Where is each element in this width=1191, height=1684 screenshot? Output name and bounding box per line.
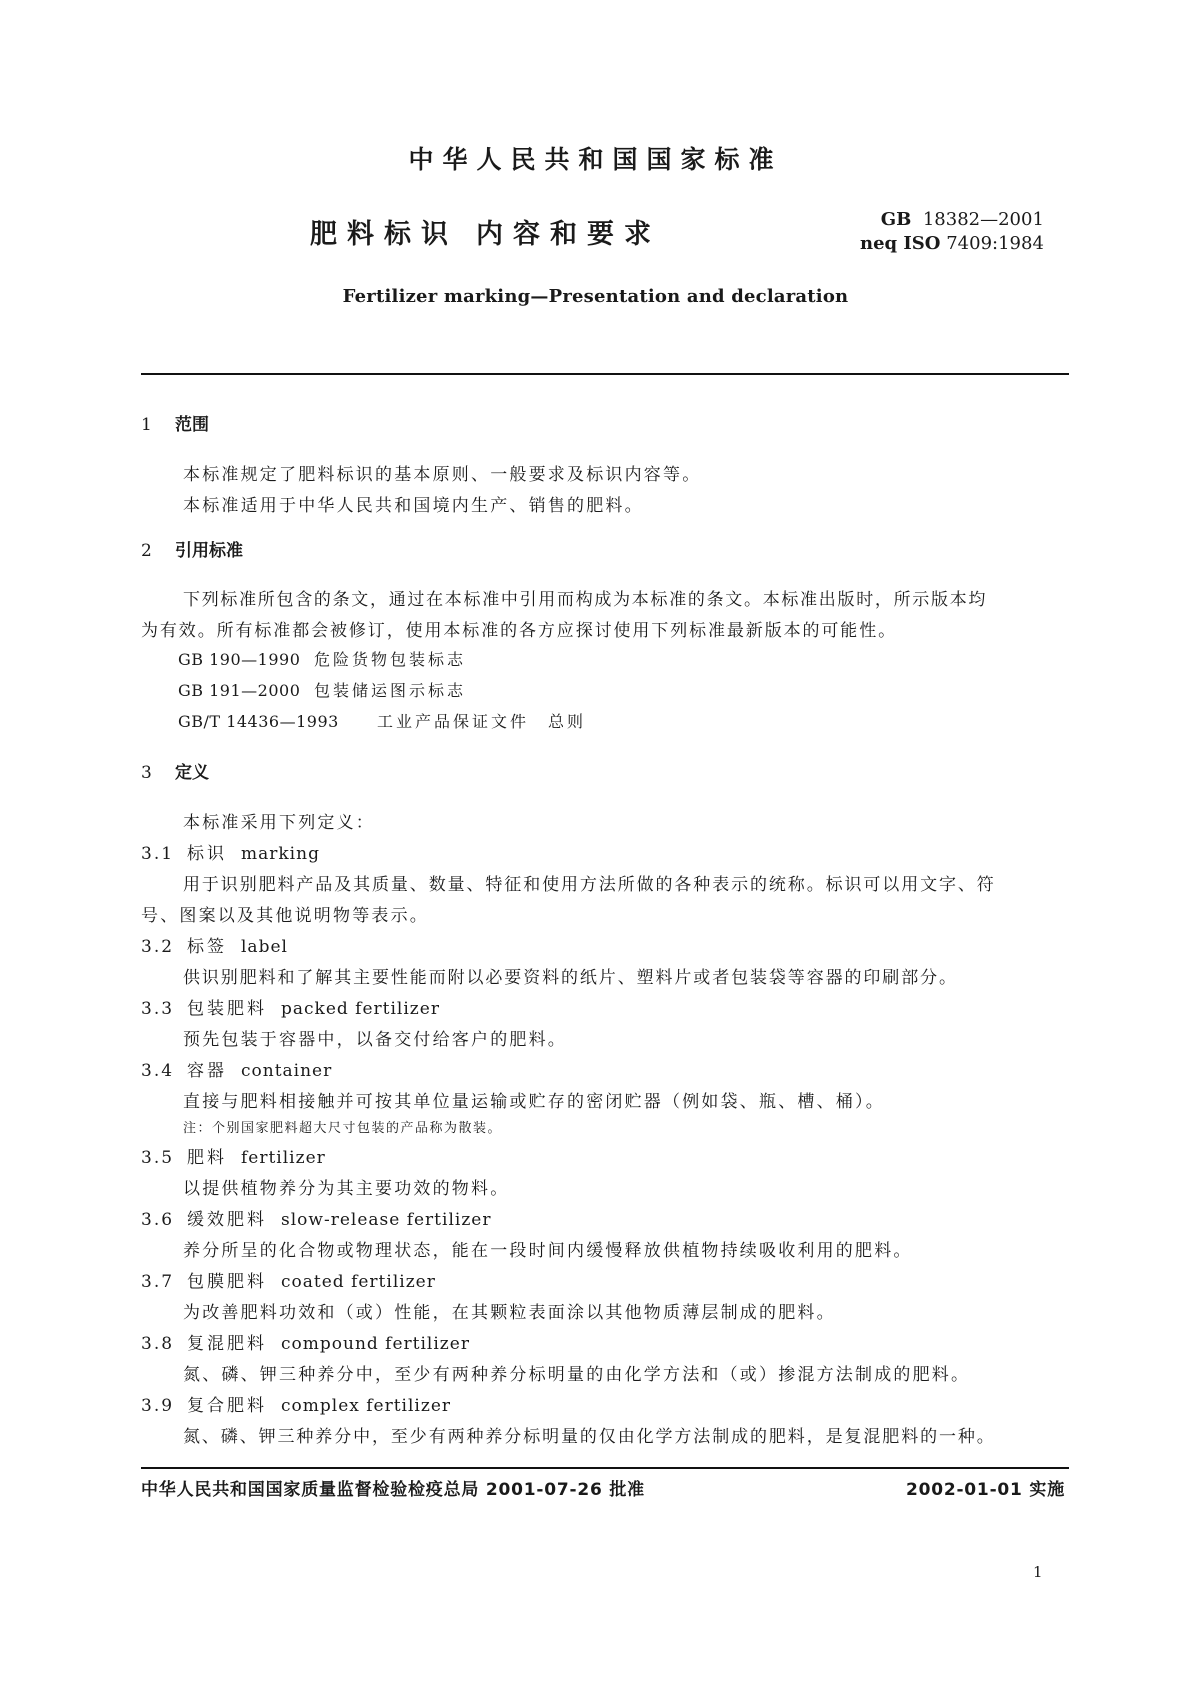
header-divider: [141, 373, 1069, 375]
reference-title: 危险货物包装标志: [314, 650, 467, 669]
term-heading: [141, 994, 440, 1019]
term-number: 3.1: [141, 844, 175, 864]
standard-title-part2: 内容和要求: [476, 219, 661, 250]
term-chinese: 复混肥料: [187, 1334, 267, 1354]
term-number: 3.7: [141, 1272, 175, 1292]
section-number: 2: [141, 541, 152, 561]
reference-item: [178, 709, 586, 732]
reference-item: [178, 678, 466, 701]
term-definition: 预先包装于容器中，以备交付给客户的肥料。: [183, 1030, 567, 1050]
term-definition: 氮、磷、钾三种养分中，至少有两种养分标明量的仅由化学方法制成的肥料，是复混肥料的一种。: [183, 1427, 996, 1447]
section-number: 3: [141, 763, 152, 783]
term-english: label: [241, 937, 288, 957]
term-definition: 直接与肥料相接触并可按其单位量运输或贮存的密闭贮器（例如袋、瓶、槽、桶）。: [183, 1092, 885, 1112]
standard-title: [310, 212, 661, 251]
term-english: compound fertilizer: [281, 1334, 470, 1354]
reference-title: 包装储运图示标志: [314, 681, 467, 700]
term-chinese: 标识: [187, 844, 227, 864]
reference-code: GB 191—2000: [178, 681, 301, 700]
section-1-heading: [141, 410, 209, 435]
gb-label: GB: [880, 209, 912, 230]
term-heading: [141, 1329, 470, 1354]
term-heading: [141, 1056, 332, 1081]
footer-divider: [141, 1467, 1069, 1469]
term-english: coated fertilizer: [281, 1272, 436, 1292]
term-english: container: [241, 1061, 333, 1081]
term-chinese: 包膜肥料: [187, 1272, 267, 1292]
term-heading: [141, 1267, 436, 1292]
standard-code-block: [860, 208, 1044, 256]
section-2-paragraph-line-2: 为有效。所有标准都会被修订，使用本标准的各方应探讨使用下列标准最新版本的可能性。: [141, 621, 897, 641]
term-number: 3.8: [141, 1334, 175, 1354]
section-title: 定义: [175, 763, 209, 783]
section-2-heading: [141, 536, 243, 561]
term-definition: 为改善肥料功效和（或）性能，在其颗粒表面涂以其他物质薄层制成的肥料。: [183, 1303, 836, 1323]
term-chinese: 缓效肥料: [187, 1210, 267, 1230]
implementation-date: 2002-01-01 实施: [905, 1480, 1065, 1500]
term-number: 3.2: [141, 937, 175, 957]
term-definition: 供识别肥料和了解其主要性能而附以必要资料的纸片、塑料片或者包装袋等容器的印刷部分。: [183, 968, 958, 988]
section-1-paragraph-1: 本标准规定了肥料标识的基本原则、一般要求及标识内容等。: [183, 465, 702, 485]
term-definition-line-2: 号、图案以及其他说明物等表示。: [141, 906, 429, 926]
term-heading: [141, 932, 288, 957]
reference-code: GB/T 14436—1993: [178, 712, 339, 731]
term-english: complex fertilizer: [281, 1396, 452, 1416]
term-number: 3.9: [141, 1396, 175, 1416]
gb-code-line: [860, 208, 1044, 232]
reference-code: GB 190—1990: [178, 650, 301, 669]
term-number: 3.3: [141, 999, 175, 1019]
term-number: 3.4: [141, 1061, 175, 1081]
reference-title: 工业产品保证文件 总则: [377, 712, 587, 731]
term-definition-line-1: 用于识别肥料产品及其质量、数量、特征和使用方法所做的各种表示的统称。标识可以用文字、符: [183, 875, 996, 895]
section-title: 引用标准: [175, 541, 243, 561]
neq-label: neq ISO: [860, 233, 941, 254]
term-chinese: 肥料: [187, 1148, 227, 1168]
section-title: 范围: [175, 415, 209, 435]
term-chinese: 包装肥料: [187, 999, 267, 1019]
page-number: 1: [1033, 1563, 1043, 1581]
section-3-intro: 本标准采用下列定义：: [183, 813, 375, 833]
term-heading: [141, 1205, 491, 1230]
term-english: fertilizer: [241, 1148, 326, 1168]
neq-code-line: [860, 232, 1044, 256]
term-definition: 养分所呈的化合物或物理状态，能在一段时间内缓慢释放供植物持续吸收利用的肥料。: [183, 1241, 913, 1261]
term-chinese: 标签: [187, 937, 227, 957]
reference-item: [178, 647, 466, 670]
standard-title-part1: 肥料标识: [310, 219, 458, 250]
term-note: 注：个别国家肥料超大尺寸包装的产品称为散装。: [183, 1121, 503, 1136]
term-definition: 以提供植物养分为其主要功效的物料。: [183, 1179, 510, 1199]
term-english: packed fertilizer: [281, 999, 440, 1019]
term-heading: [141, 1391, 451, 1416]
english-title: Fertilizer marking—Presentation and declaration: [342, 286, 849, 307]
neq-number: 7409:1984: [946, 233, 1044, 254]
section-3-heading: [141, 758, 209, 783]
term-heading: [141, 839, 320, 864]
term-number: 3.6: [141, 1210, 175, 1230]
section-1-paragraph-2: 本标准适用于中华人民共和国境内生产、销售的肥料。: [183, 496, 644, 516]
term-english: marking: [241, 844, 320, 864]
national-standard-title: 中华人民共和国国家标准: [408, 145, 783, 174]
term-heading: [141, 1143, 326, 1168]
term-chinese: 容器: [187, 1061, 227, 1081]
gb-number: 18382—2001: [922, 209, 1044, 230]
section-number: 1: [141, 415, 152, 435]
term-chinese: 复合肥料: [187, 1396, 267, 1416]
term-english: slow-release fertilizer: [281, 1210, 492, 1230]
section-2-paragraph-line-1: 下列标准所包含的条文，通过在本标准中引用而构成为本标准的条文。本标准出版时，所示版本均: [183, 590, 988, 610]
term-definition: 氮、磷、钾三种养分中，至少有两种养分标明量的由化学方法和（或）掺混方法制成的肥料。: [183, 1365, 971, 1385]
term-number: 3.5: [141, 1148, 175, 1168]
approval-statement: 中华人民共和国国家质量监督检验检疫总局 2001-07-26 批准: [141, 1480, 645, 1500]
